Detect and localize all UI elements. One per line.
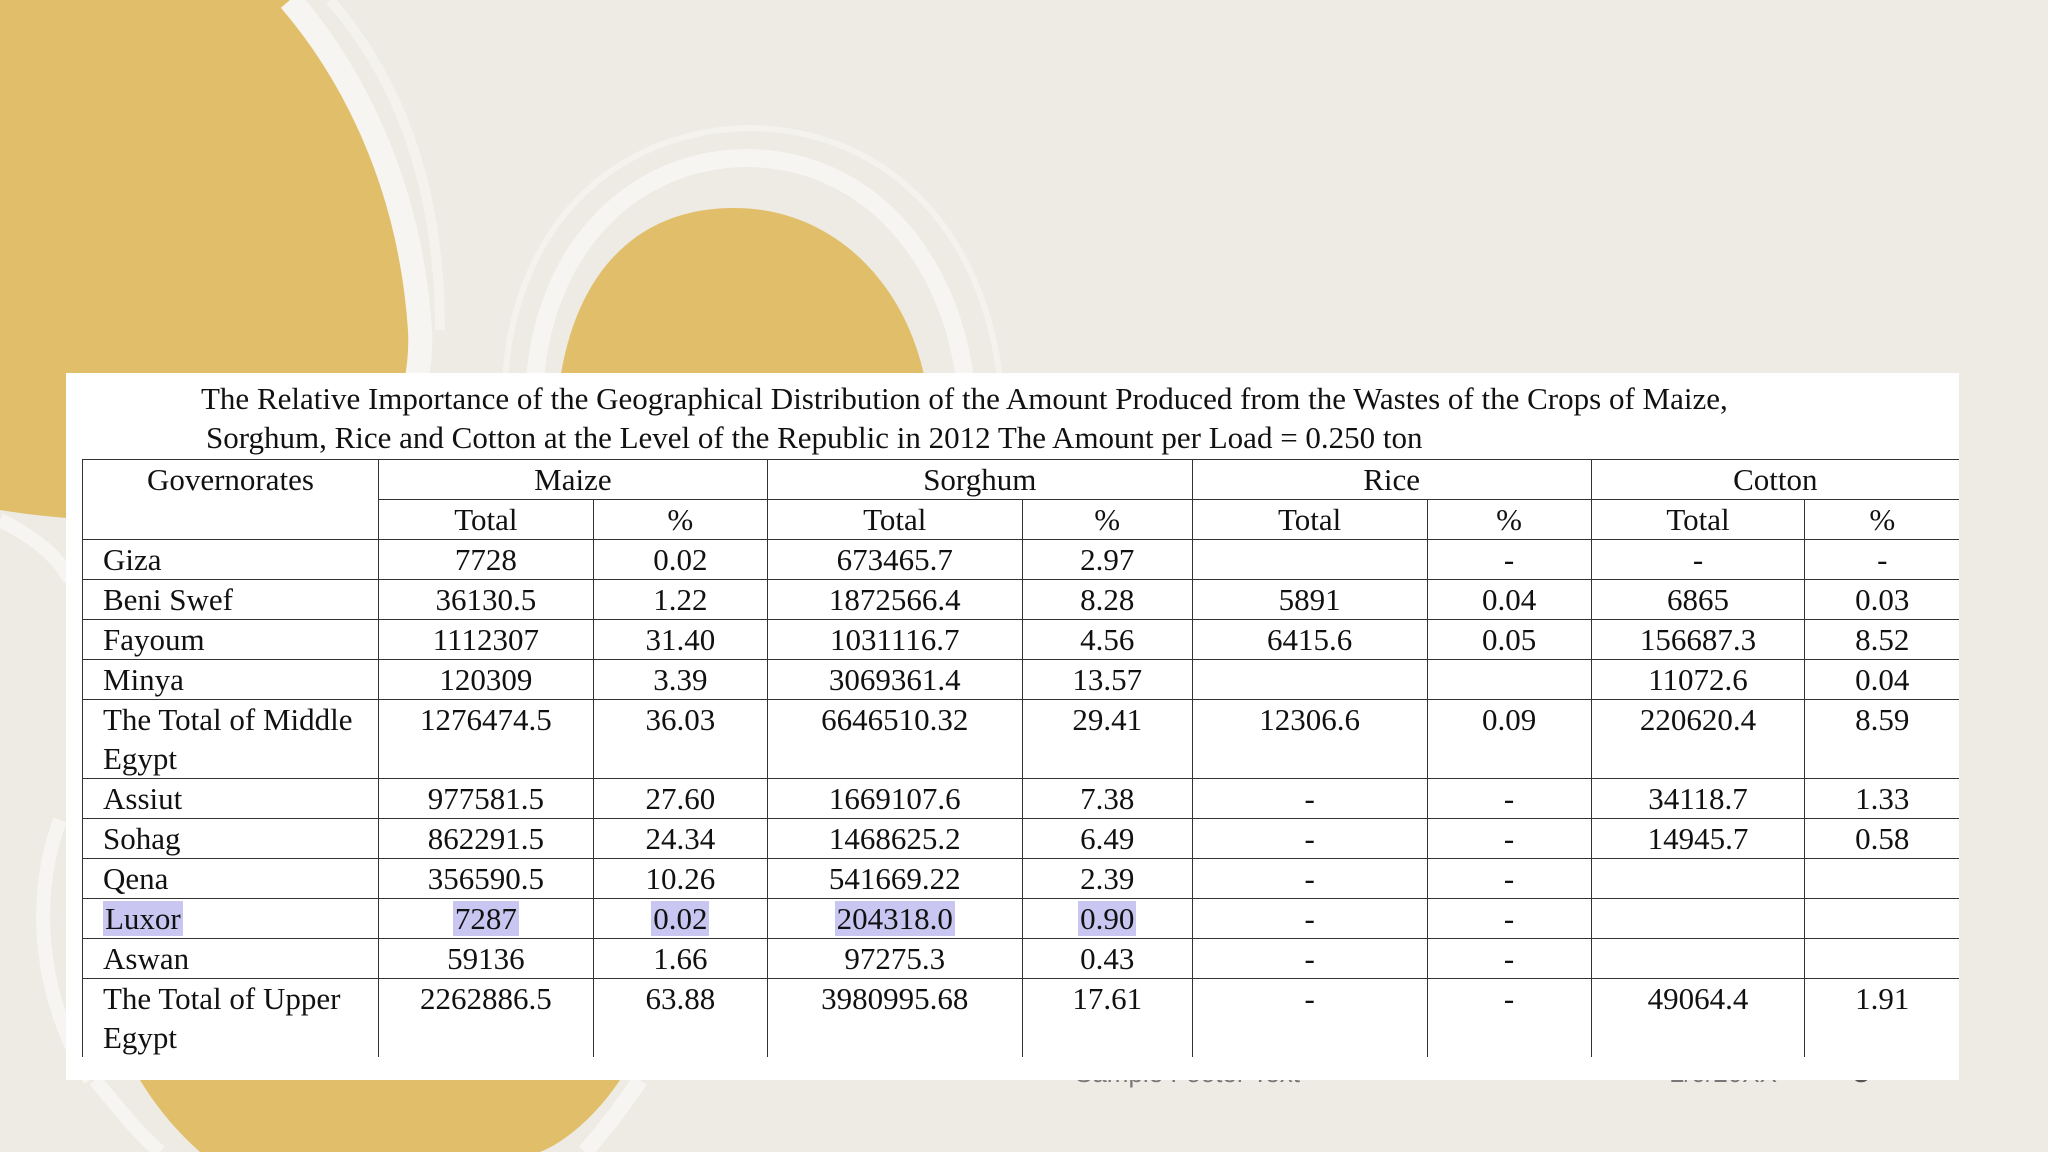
- cell-cotton-total: 14945.7: [1591, 819, 1805, 859]
- cell-maize-total: 1276474.5: [378, 700, 593, 779]
- cell-cotton-percent: 0.58: [1805, 819, 1959, 859]
- cell-sorghum-total: 1468625.2: [767, 819, 1022, 859]
- cell-maize-percent: 0.02: [593, 540, 767, 580]
- cell-cotton-percent: 1.33: [1805, 779, 1959, 819]
- cell-cotton-total: 6865: [1591, 580, 1805, 620]
- cell-rice-percent: -: [1427, 859, 1591, 899]
- cell-sorghum-percent: 2.97: [1022, 540, 1192, 580]
- cell-maize-percent: 63.88: [593, 979, 767, 1058]
- cell-cotton-total: 11072.6: [1591, 660, 1805, 700]
- cell-rice-percent: [1427, 660, 1591, 700]
- highlight-mark: Luxor: [105, 901, 181, 936]
- cell-cotton-total: [1591, 939, 1805, 979]
- cell-sorghum-total: 1669107.6: [767, 779, 1022, 819]
- cell-sorghum-total: 541669.22: [767, 859, 1022, 899]
- subheader-maize-total: Total: [378, 500, 593, 540]
- cell-sorghum-total: 3980995.68: [767, 979, 1022, 1058]
- cell-cotton-percent: [1805, 899, 1959, 939]
- header-governorates: Governorates: [83, 460, 379, 540]
- row-governorate: Giza: [83, 540, 379, 580]
- cell-sorghum-total: 6646510.32: [767, 700, 1022, 779]
- header-sorghum: Sorghum: [767, 460, 1192, 500]
- cell-maize-total: 120309: [378, 660, 593, 700]
- highlight-mark: 0.02: [653, 901, 708, 936]
- cell-sorghum-total: 1872566.4: [767, 580, 1022, 620]
- cell-rice-total: -: [1192, 899, 1427, 939]
- header-cotton: Cotton: [1591, 460, 1959, 500]
- cell-cotton-total: 156687.3: [1591, 620, 1805, 660]
- cell-sorghum-percent: 17.61: [1022, 979, 1192, 1058]
- cell-cotton-total: 34118.7: [1591, 779, 1805, 819]
- row-governorate: Sohag: [83, 819, 379, 859]
- table-row-subtotal: [83, 979, 1960, 1058]
- highlight-mark: 7287: [454, 901, 517, 936]
- white-swoosh-left-edge: [0, 520, 70, 580]
- cell-sorghum-percent: 8.28: [1022, 580, 1192, 620]
- row-governorate: Beni Swef: [83, 580, 379, 620]
- cell-cotton-total: -: [1591, 540, 1805, 580]
- subheader-sorghum-total: Total: [767, 500, 1022, 540]
- cell-sorghum-total: 97275.3: [767, 939, 1022, 979]
- table-row: [83, 939, 1960, 979]
- subheader-cotton-total: Total: [1591, 500, 1805, 540]
- cell-sorghum-percent: 0.43: [1022, 939, 1192, 979]
- table-row: [83, 859, 1960, 899]
- cell-maize-total: 862291.5: [378, 819, 593, 859]
- cell-rice-percent: 0.05: [1427, 620, 1591, 660]
- cell-rice-percent: 0.09: [1427, 700, 1591, 779]
- cell-maize-percent: 24.34: [593, 819, 767, 859]
- table-image[interactable]: [66, 373, 1959, 1080]
- subheader-rice-total: Total: [1192, 500, 1427, 540]
- cell-cotton-total: 49064.4: [1591, 979, 1805, 1058]
- cell-maize-percent: [593, 899, 767, 939]
- table-row-subtotal: [83, 700, 1960, 779]
- subheader-maize-percent: %: [593, 500, 767, 540]
- cell-sorghum-total: 1031116.7: [767, 620, 1022, 660]
- header-maize: Maize: [378, 460, 767, 500]
- cell-rice-percent: -: [1427, 540, 1591, 580]
- highlight-mark: 204318.0: [836, 901, 953, 936]
- table-row: [83, 540, 1960, 580]
- highlight-mark: 0.90: [1080, 901, 1135, 936]
- cell-cotton-total: [1591, 899, 1805, 939]
- table-row-highlighted: [83, 899, 1960, 939]
- cell-cotton-percent: 1.91: [1805, 979, 1959, 1058]
- table-title-line-2: Sorghum, Rice and Cotton at the Level of the Republic in 2012 The Amount per Load = 0.250 ton: [206, 420, 1423, 455]
- row-governorate: Minya: [83, 660, 379, 700]
- cell-cotton-percent: -: [1805, 540, 1959, 580]
- table-title-line-1: The Relative Importance of the Geographical Distribution of the Amount Produced from the Wastes of the Crops of Maize,: [201, 381, 1728, 416]
- cell-maize-total: 7728: [378, 540, 593, 580]
- cell-rice-total: -: [1192, 779, 1427, 819]
- header-rice: Rice: [1192, 460, 1591, 500]
- cell-cotton-total: [1591, 859, 1805, 899]
- cell-rice-percent: -: [1427, 939, 1591, 979]
- cell-rice-total: -: [1192, 859, 1427, 899]
- cell-cotton-percent: 0.03: [1805, 580, 1959, 620]
- cell-rice-total: [1192, 660, 1427, 700]
- gold-blob-center: [560, 208, 925, 380]
- cell-sorghum-percent: [1022, 899, 1192, 939]
- cell-sorghum-percent: 7.38: [1022, 779, 1192, 819]
- cell-cotton-percent: 0.04: [1805, 660, 1959, 700]
- cell-sorghum-percent: 6.49: [1022, 819, 1192, 859]
- cell-rice-total: -: [1192, 819, 1427, 859]
- cell-rice-percent: -: [1427, 979, 1591, 1058]
- cell-maize-percent: 1.66: [593, 939, 767, 979]
- cell-sorghum-total: 673465.7: [767, 540, 1022, 580]
- cell-sorghum-total: 3069361.4: [767, 660, 1022, 700]
- crop-waste-table: [82, 459, 1959, 1057]
- subheader-sorghum-percent: %: [1022, 500, 1192, 540]
- cell-cotton-percent: [1805, 859, 1959, 899]
- cell-rice-total: 5891: [1192, 580, 1427, 620]
- cell-rice-percent: 0.04: [1427, 580, 1591, 620]
- cell-sorghum-percent: 2.39: [1022, 859, 1192, 899]
- cell-sorghum-percent: 29.41: [1022, 700, 1192, 779]
- cell-maize-total: 1112307: [378, 620, 593, 660]
- cell-maize-percent: 10.26: [593, 859, 767, 899]
- cell-rice-total: -: [1192, 939, 1427, 979]
- cell-cotton-percent: 8.52: [1805, 620, 1959, 660]
- table-row: [83, 819, 1960, 859]
- cell-cotton-percent: 8.59: [1805, 700, 1959, 779]
- cell-maize-percent: 27.60: [593, 779, 767, 819]
- cell-maize-total: 36130.5: [378, 580, 593, 620]
- row-governorate: [83, 899, 379, 939]
- row-governorate: Fayoum: [83, 620, 379, 660]
- table-row: [83, 779, 1960, 819]
- cell-maize-percent: 36.03: [593, 700, 767, 779]
- subheader-cotton-percent: %: [1805, 500, 1959, 540]
- table-row: [83, 580, 1960, 620]
- row-governorate: The Total of Middle Egypt: [83, 700, 379, 779]
- cell-maize-total: 356590.5: [378, 859, 593, 899]
- cell-cotton-percent: [1805, 939, 1959, 979]
- cell-rice-total: -: [1192, 979, 1427, 1058]
- cell-sorghum-total: [767, 899, 1022, 939]
- cell-maize-total: [378, 899, 593, 939]
- row-governorate: Assiut: [83, 779, 379, 819]
- cell-maize-percent: 1.22: [593, 580, 767, 620]
- cell-rice-total: [1192, 540, 1427, 580]
- cell-maize-percent: 3.39: [593, 660, 767, 700]
- row-governorate: The Total of Upper Egypt: [83, 979, 379, 1058]
- cell-rice-total: 12306.6: [1192, 700, 1427, 779]
- row-governorate: Qena: [83, 859, 379, 899]
- cell-rice-percent: -: [1427, 779, 1591, 819]
- row-governorate: Aswan: [83, 939, 379, 979]
- cell-rice-percent: -: [1427, 899, 1591, 939]
- cell-sorghum-percent: 4.56: [1022, 620, 1192, 660]
- cell-maize-total: 59136: [378, 939, 593, 979]
- table-row: [83, 620, 1960, 660]
- table-row: [83, 660, 1960, 700]
- cell-rice-percent: -: [1427, 819, 1591, 859]
- cell-maize-percent: 31.40: [593, 620, 767, 660]
- cell-maize-total: 977581.5: [378, 779, 593, 819]
- cell-rice-total: 6415.6: [1192, 620, 1427, 660]
- cell-cotton-total: 220620.4: [1591, 700, 1805, 779]
- subheader-rice-percent: %: [1427, 500, 1591, 540]
- cell-maize-total: 2262886.5: [378, 979, 593, 1058]
- cell-sorghum-percent: 13.57: [1022, 660, 1192, 700]
